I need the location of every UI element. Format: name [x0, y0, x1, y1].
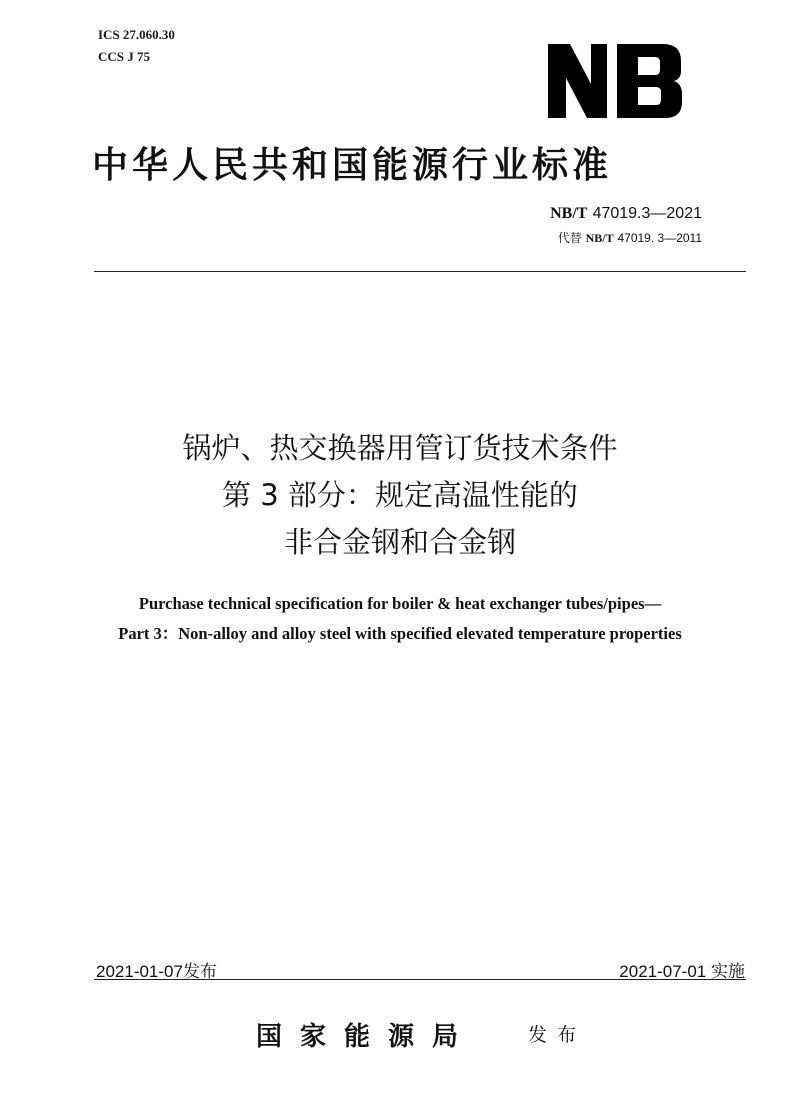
- replaces-standard: [558, 229, 702, 246]
- replaces-prefix: NB/T: [585, 231, 614, 245]
- standard-number-prefix: NB/T: [550, 205, 588, 222]
- effective-date-label: 实施: [711, 962, 745, 982]
- standard-number-value: 47019.3—2021: [592, 205, 702, 222]
- ccs-code: CCS J 75: [98, 49, 151, 64]
- chinese-title-line-1: 锅炉、热交换器用管订货技术条件: [182, 431, 618, 465]
- issuing-authority: 国家能源局: [256, 1022, 477, 1052]
- replaces-label: 代替: [557, 231, 582, 245]
- standard-number: [550, 203, 702, 223]
- ics-code: ICS 27.060.30: [98, 27, 175, 42]
- header-divider: [94, 271, 746, 272]
- nb-logo: [545, 44, 685, 118]
- effective-date-value: 2021-07-01: [619, 962, 707, 981]
- chinese-title-line-3: 非合金钢和合金钢: [283, 525, 516, 559]
- issue-date-label: 发布: [182, 962, 217, 982]
- chinese-title-line-2: 第 3 部分：规定高温性能的: [222, 478, 578, 512]
- issue-label: 发布: [528, 1024, 587, 1046]
- replaces-number: 47019. 3—2011: [617, 231, 702, 245]
- organization-title: 中华人民共和国能源行业标准: [92, 144, 613, 186]
- footer-divider: [94, 979, 746, 980]
- english-title-line-1: Purchase technical specification for boiler & heat exchanger tubes/pipes—: [138, 594, 662, 613]
- english-title-line-2: Part 3：Non-alloy and alloy steel with specified elevated temperature properties: [118, 624, 682, 643]
- issue-date-value: 2021-01-07: [96, 962, 183, 981]
